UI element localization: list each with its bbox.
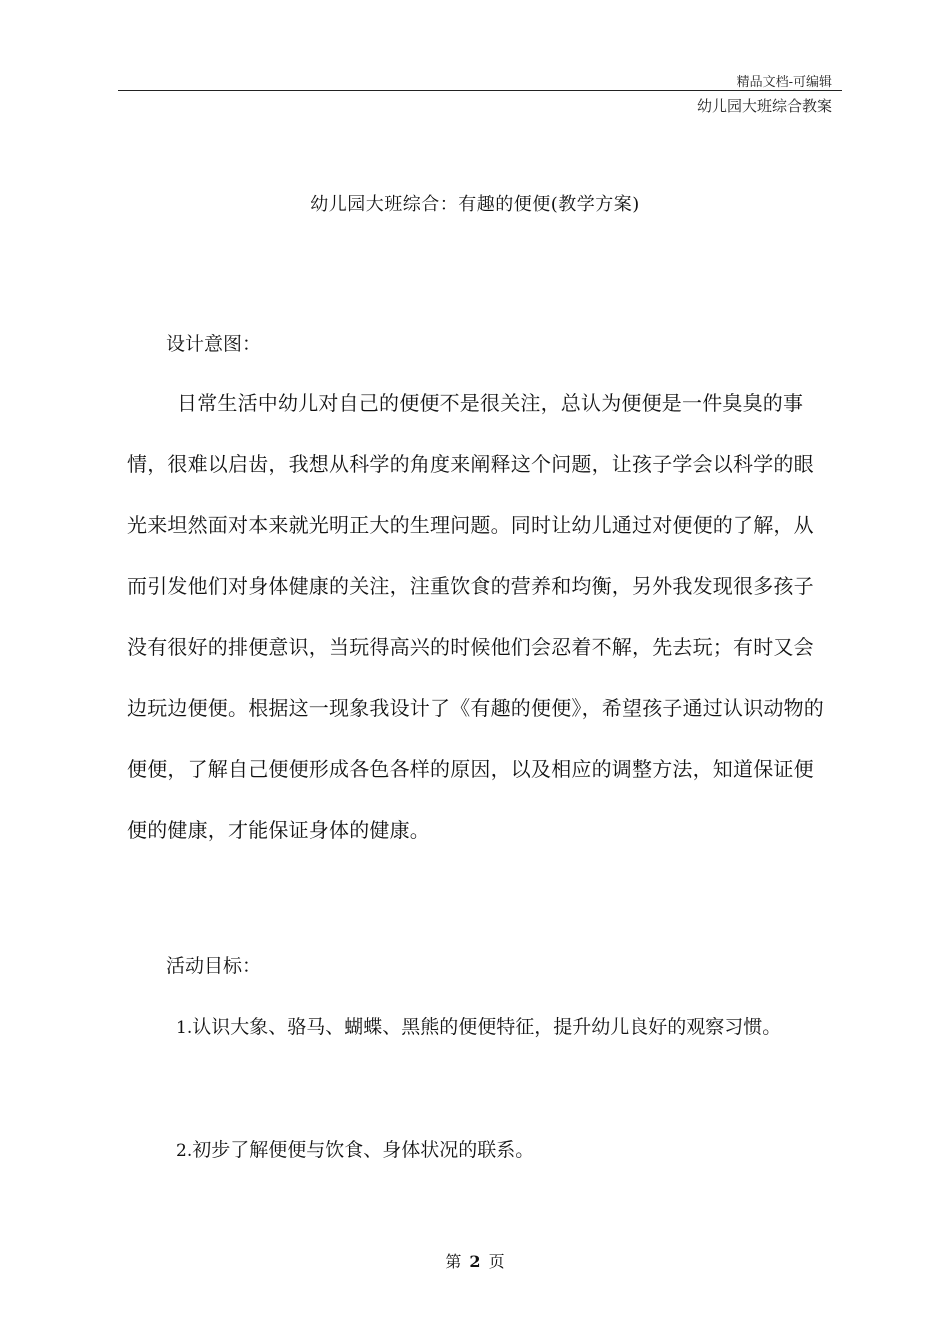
paragraph-line: 便的健康，才能保证身体的健康。	[127, 818, 430, 842]
page-number: 2	[469, 1252, 481, 1271]
paragraph-line: 便便，了解自己便便形成各色各样的原因，以及相应的调整方法，知道保证便	[127, 757, 814, 781]
design-intent-heading: 设计意图：	[166, 333, 262, 355]
document-title: 幼儿园大班综合：有趣的便便(教学方案)	[310, 194, 640, 215]
goal-item	[176, 1135, 534, 1162]
goal-number: 1.	[176, 1018, 193, 1038]
goal-text: 认识大象、骆马、蝴蝶、黑熊的便便特征，提升幼儿良好的观察习惯。	[192, 1016, 782, 1038]
design-intent-paragraph	[127, 389, 832, 877]
paragraph-line: 日常生活中幼儿对自己的便便不是很关注，总认为便便是一件臭臭的事	[177, 391, 804, 415]
header-top-label: 精品文档-可编辑	[736, 75, 832, 90]
paragraph-line: 没有很好的排便意识，当玩得高兴的时候他们会忍着不解，先去玩；有时又会	[127, 635, 814, 659]
goal-item	[176, 1012, 781, 1039]
footer-suffix: 页	[488, 1252, 505, 1271]
header-subtitle: 幼儿园大班综合教案	[696, 97, 832, 115]
activity-goals-heading: 活动目标：	[166, 955, 262, 977]
paragraph-line: 边玩边便便。根据这一现象我设计了《有趣的便便》，希望孩子通过认识动物的	[127, 696, 824, 720]
paragraph-line: 光来坦然面对本来就光明正大的生理问题。同时让幼儿通过对便便的了解，从	[127, 513, 814, 537]
page-footer	[0, 1249, 950, 1272]
paragraph-line: 而引发他们对身体健康的关注，注重饮食的营养和均衡，另外我发现很多孩子	[127, 574, 814, 598]
goal-number: 2.	[176, 1141, 193, 1161]
paragraph-line: 情，很难以启齿，我想从科学的角度来阐释这个问题，让孩子学会以科学的眼	[127, 452, 814, 476]
footer-prefix: 第	[445, 1252, 462, 1271]
goal-text: 初步了解便便与饮食、身体状况的联系。	[192, 1139, 535, 1161]
header-divider	[118, 90, 842, 91]
